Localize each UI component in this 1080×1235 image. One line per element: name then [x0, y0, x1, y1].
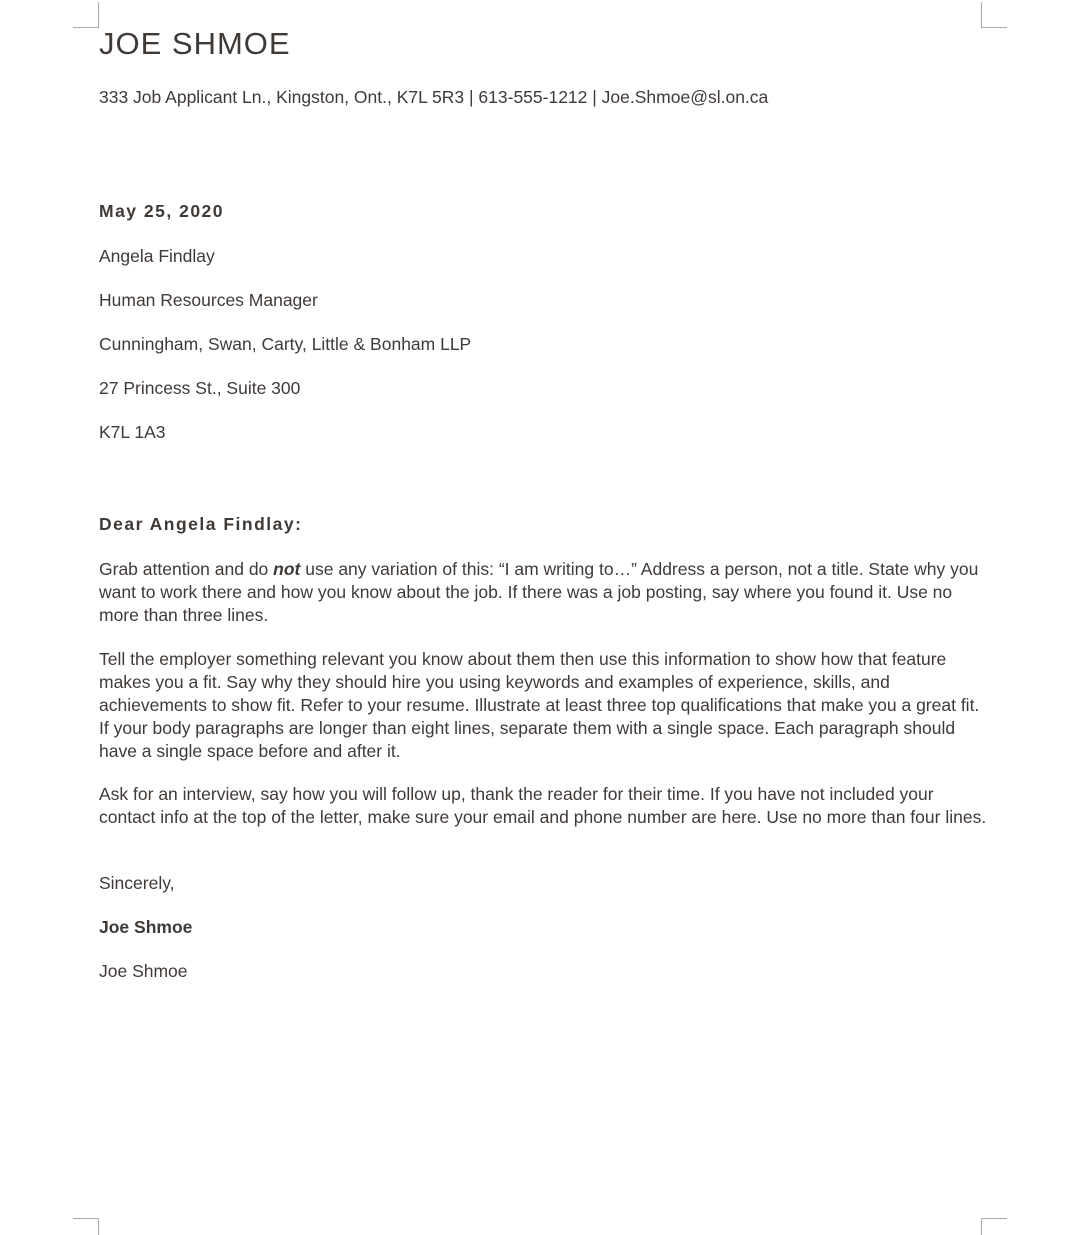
- body-paragraph-opening: [99, 558, 989, 627]
- recipient-company: Cunningham, Swan, Carty, Little & Bonham LLP: [99, 334, 472, 354]
- salutation: Dear Angela Findlay:: [99, 514, 303, 534]
- typed-name: Joe Shmoe: [99, 961, 188, 981]
- crop-mark-bottom-left: [73, 1218, 99, 1235]
- recipient-postal-code: K7L 1A3: [99, 422, 166, 442]
- crop-mark-top-left: [73, 2, 99, 28]
- sender-name: JOE SHMOE: [99, 26, 291, 61]
- recipient-name: Angela Findlay: [99, 246, 215, 266]
- opening-text-start: Grab attention and do: [99, 559, 274, 579]
- letter-date: May 25, 2020: [99, 201, 225, 221]
- body-paragraph-closing: Ask for an interview, say how you will follow up, thank the reader for their time. If you have not included your contact info at the top of the letter, make sure your email and phone number are here. Use no more than four lines.: [99, 784, 987, 827]
- crop-mark-bottom-right: [981, 1218, 1007, 1235]
- recipient-title: Human Resources Manager: [99, 290, 318, 310]
- emphasis-not: not: [273, 559, 301, 579]
- signature: Joe Shmoe: [99, 917, 193, 937]
- recipient-address: 27 Princess St., Suite 300: [99, 378, 301, 398]
- opening-text-end: use any variation of this: “I am writing to…” Address a person, not a title. State why you want to work there and how you know about the job. If there was a job posting, say where you found it. Use no more than three lines.: [99, 559, 979, 625]
- valediction: Sincerely,: [99, 873, 175, 893]
- crop-mark-top-right: [981, 2, 1007, 28]
- body-paragraph-middle: Tell the employer something relevant you know about them then use this information to show how that feature makes you a fit. Say why they should hire you using keywords and examples of experience, skills, and achievements to show fit. Refer to your resume. Illustrate at least three top qualifications that make you a great fit. If your body paragraphs are longer than eight lines, separate them with a single space. Each paragraph should have a single space before and after it.: [99, 649, 980, 761]
- sender-contact-info: 333 Job Applicant Ln., Kingston, Ont., K7L 5R3 | 613-555-1212 | Joe.Shmoe@sl.on.ca: [99, 87, 769, 107]
